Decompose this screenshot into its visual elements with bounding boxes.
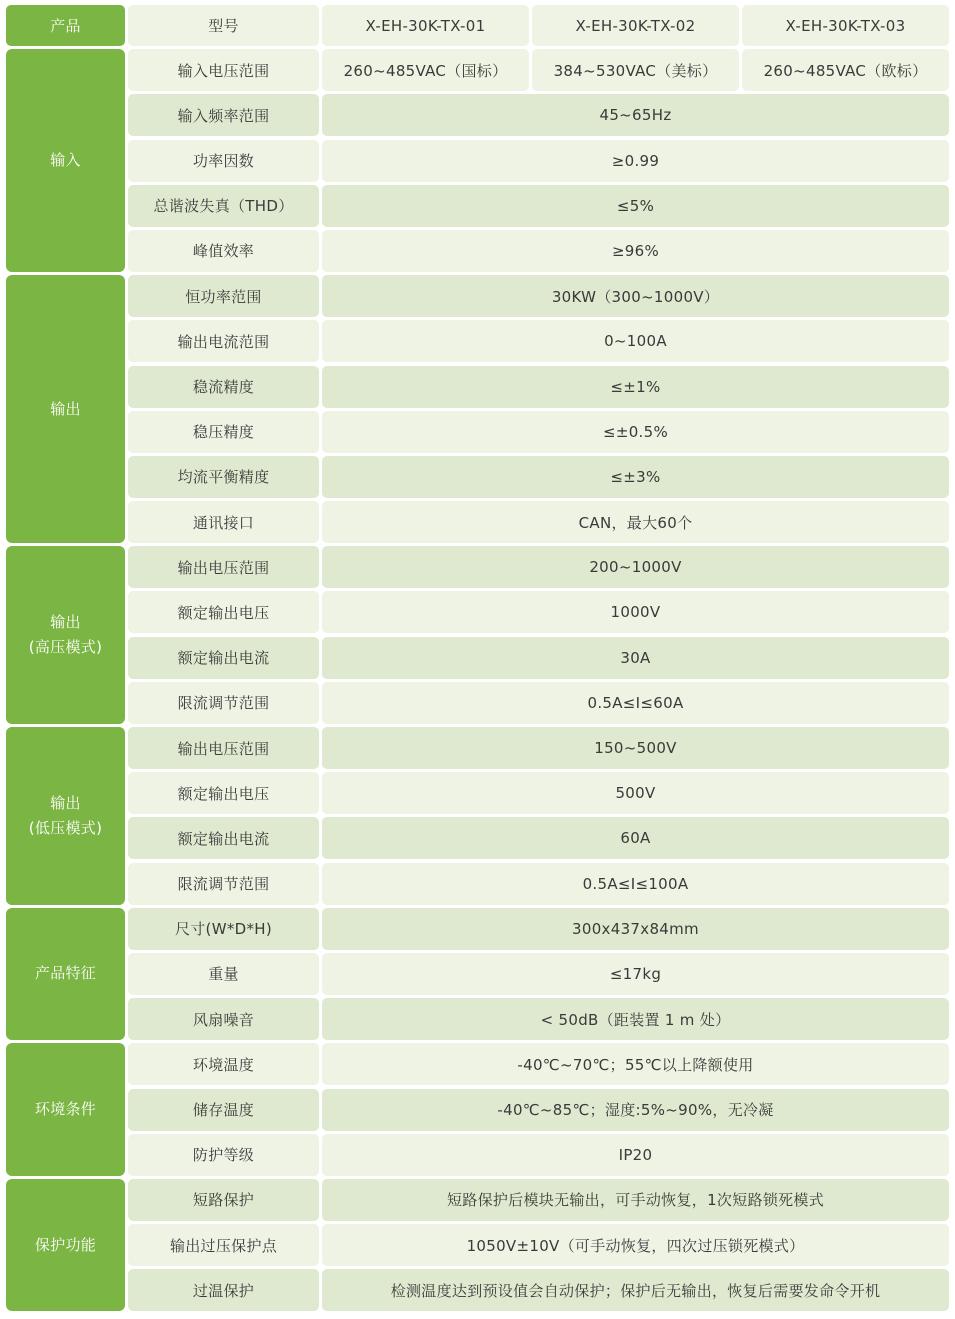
spec-value: 150~500V bbox=[322, 727, 949, 769]
spec-value: 500V bbox=[322, 772, 949, 814]
group-subname: (低压模式) bbox=[28, 818, 103, 837]
spec-value: -40℃~85℃；湿度:5%~90%，无冷凝 bbox=[322, 1089, 949, 1131]
spec-value: ≥96% bbox=[322, 230, 949, 272]
spec-value: ≤±3% bbox=[322, 456, 949, 498]
spec-value: 45~65Hz bbox=[322, 94, 949, 136]
spec-label: 总谐波失真（THD） bbox=[128, 185, 319, 227]
spec-value: 300x437x84mm bbox=[322, 908, 949, 950]
spec-label: 输出电流范围 bbox=[128, 320, 319, 362]
group-label bbox=[6, 546, 125, 724]
group-label bbox=[6, 1179, 125, 1311]
spec-value: -40℃~70℃；55℃以上降额使用 bbox=[322, 1043, 949, 1085]
spec-label: 恒功率范围 bbox=[128, 275, 319, 317]
spec-label: 输出电压范围 bbox=[128, 727, 319, 769]
spec-label: 储存温度 bbox=[128, 1089, 319, 1131]
spec-value: ≥0.99 bbox=[322, 140, 949, 182]
spec-value: 0~100A bbox=[322, 320, 949, 362]
spec-label: 稳压精度 bbox=[128, 411, 319, 453]
group-name: 产品特征 bbox=[34, 964, 97, 983]
group-label bbox=[6, 727, 125, 905]
spec-value: 260~485VAC（欧标） bbox=[742, 49, 949, 91]
spec-value: 60A bbox=[322, 817, 949, 859]
group-label bbox=[6, 908, 125, 1040]
spec-value: ≤5% bbox=[322, 185, 949, 227]
spec-label: 风扇噪音 bbox=[128, 998, 319, 1040]
spec-value: CAN，最大60个 bbox=[322, 501, 949, 543]
spec-value: ≤±0.5% bbox=[322, 411, 949, 453]
group-subname: (高压模式) bbox=[28, 638, 103, 657]
group-name: 环境条件 bbox=[34, 1100, 97, 1118]
group-label bbox=[6, 1043, 125, 1175]
spec-value: 检测温度达到预设值会自动保护；保护后无输出，恢复后需要发命令开机 bbox=[322, 1269, 949, 1311]
group-label bbox=[6, 49, 125, 272]
spec-label: 稳流精度 bbox=[128, 366, 319, 408]
spec-label: 过温保护 bbox=[128, 1269, 319, 1311]
group-name: 输出 bbox=[50, 613, 81, 632]
spec-label: 尺寸(W*D*H) bbox=[128, 908, 319, 950]
spec-label: 峰值效率 bbox=[128, 230, 319, 272]
group-name: 输入 bbox=[50, 151, 81, 170]
spec-value: < 50dB（距装置 1 m 处） bbox=[322, 998, 949, 1040]
group-name: 输出 bbox=[50, 399, 81, 418]
group-name: 保护功能 bbox=[34, 1235, 97, 1254]
model-name: X-EH-30K-TX-01 bbox=[322, 5, 529, 46]
spec-value: 30A bbox=[322, 637, 949, 679]
spec-value: 1050V±10V（可手动恢复，四次过压锁死模式） bbox=[322, 1224, 949, 1266]
spec-label: 输出过压保护点 bbox=[128, 1224, 319, 1266]
spec-label: 重量 bbox=[128, 953, 319, 995]
spec-label: 短路保护 bbox=[128, 1179, 319, 1221]
spec-label: 额定输出电压 bbox=[128, 591, 319, 633]
spec-value: 0.5A≤I≤100A bbox=[322, 863, 949, 905]
spec-label: 输入频率范围 bbox=[128, 94, 319, 136]
group-label bbox=[6, 275, 125, 543]
spec-label: 限流调节范围 bbox=[128, 682, 319, 724]
spec-value: ≤±1% bbox=[322, 366, 949, 408]
spec-label: 限流调节范围 bbox=[128, 863, 319, 905]
group-name: 输出 bbox=[50, 793, 81, 812]
spec-label: 输入电压范围 bbox=[128, 49, 319, 91]
spec-value: 30KW（300~1000V） bbox=[322, 275, 949, 317]
spec-label: 额定输出电流 bbox=[128, 637, 319, 679]
spec-label: 通讯接口 bbox=[128, 501, 319, 543]
spec-label: 均流平衡精度 bbox=[128, 456, 319, 498]
spec-value: 200~1000V bbox=[322, 546, 949, 588]
spec-label: 环境温度 bbox=[128, 1043, 319, 1085]
spec-value: IP20 bbox=[322, 1134, 949, 1176]
spec-table bbox=[6, 5, 949, 1311]
model-name: X-EH-30K-TX-03 bbox=[742, 5, 949, 46]
spec-value: 384~530VAC（美标） bbox=[532, 49, 739, 91]
spec-value: ≤17kg bbox=[322, 953, 949, 995]
model-name: X-EH-30K-TX-02 bbox=[532, 5, 739, 46]
spec-value: 1000V bbox=[322, 591, 949, 633]
spec-label: 防护等级 bbox=[128, 1134, 319, 1176]
spec-value: 260~485VAC（国标） bbox=[322, 49, 529, 91]
spec-label: 额定输出电压 bbox=[128, 772, 319, 814]
spec-value: 0.5A≤I≤60A bbox=[322, 682, 949, 724]
model-header: 型号 bbox=[128, 5, 319, 46]
spec-label: 输出电压范围 bbox=[128, 546, 319, 588]
spec-label: 功率因数 bbox=[128, 140, 319, 182]
product-header: 产品 bbox=[6, 5, 125, 46]
spec-value: 短路保护后模块无输出，可手动恢复，1次短路锁死模式 bbox=[322, 1179, 949, 1221]
spec-label: 额定输出电流 bbox=[128, 817, 319, 859]
